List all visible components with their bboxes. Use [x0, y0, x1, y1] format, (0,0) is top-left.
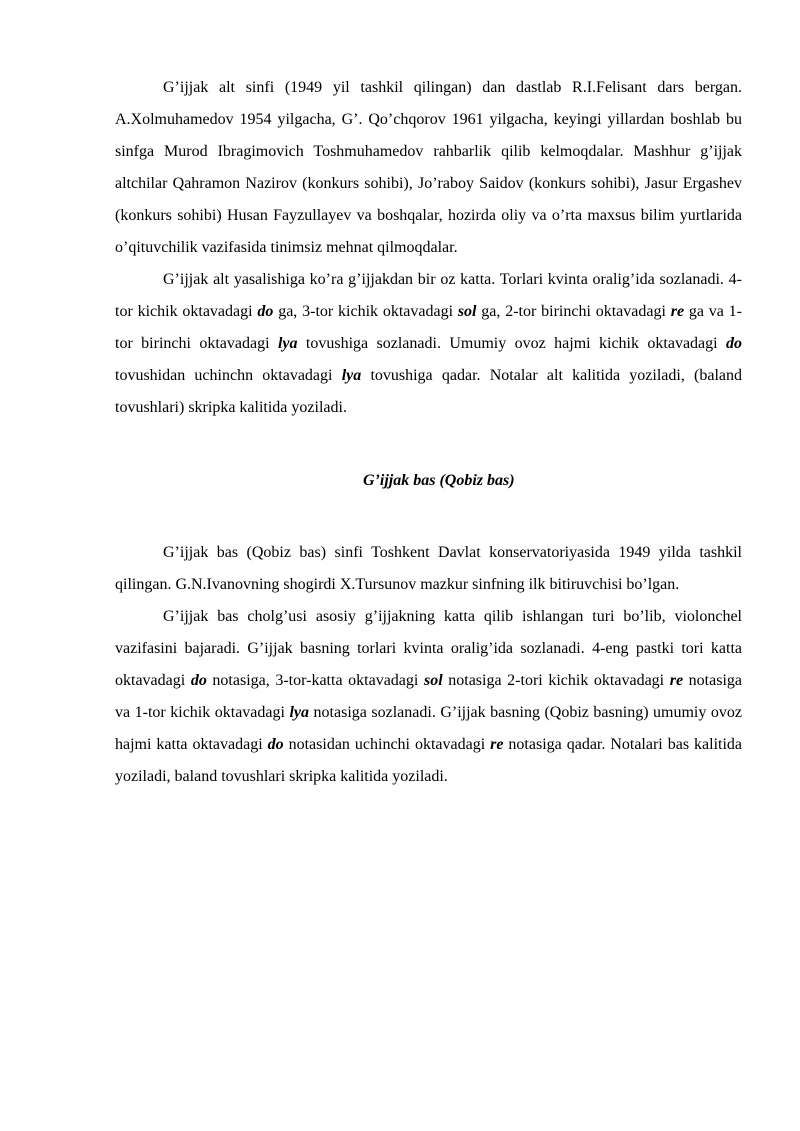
note-name: re [490, 736, 504, 753]
note-name: re [670, 303, 685, 320]
note-name: do [267, 736, 284, 753]
paragraph-alt-class-history: G’ijjak alt sinfi (1949 yil tashkil qilingan) dan dastlab R.I.Felisant dars bergan. A.Xolmuhamedov 1954 yilgacha, G’. Qo’chqorov 1961 yilgacha, keyingi yillardan boshlab bu sinfga Murod Ibragimovich Toshmuhamedov rahbarlik qilib kelmoqdalar. Mashhur g’ijjak altchilar Qahramon Nazirov (konkurs sohibi), Jo’raboy Saidov (konkurs sohibi), Jasur Ergashev (konkurs sohibi) Husan Fayzullayev va boshqalar, hozirda oliy va o’rta maxsus bilim yurtlarida o’qituvchilik vazifasida tinimsiz mehnat qilmoqdalar. [115, 79, 742, 256]
text-run: tovushidan uchinchn oktavadagi [115, 367, 342, 384]
note-name: lya [277, 335, 298, 352]
text-run: ga, 2-tor birinchi oktavadagi [476, 303, 671, 320]
note-name: do [257, 303, 274, 320]
text-run: tovushiga qadar. Notalar alt kalitida yoziladi, (baland tovushlari) skripka kalitida yoziladi. [115, 367, 743, 416]
text-run: notasidan uchinchi oktavadagi [283, 736, 491, 753]
text-run: ga va 1-tor birinchi oktavadagi [115, 303, 743, 352]
note-name: lya [289, 704, 310, 721]
paragraph-alt-tuning [115, 264, 742, 424]
text-run: G’ijjak bas cholg’usi asosiy g’ijjakning katta qilib ishlangan turi bo’lib, violonchel vazifasini bajaradi. G’ijjak basning torlari kvinta oralig’ida sozlanadi. 4-eng pastki tori katta oktavadagi [115, 608, 742, 689]
text-run: notasiga va 1-tor kichik oktavadagi [115, 672, 743, 721]
note-name: lya [341, 367, 362, 384]
paragraph-bas-class-history: G’ijjak bas (Qobiz bas) sinfi Toshkent Davlat konservatoriyasida 1949 yilda tashkil qilingan. G.N.Ivanovning shogirdi X.Tursunov mazkur sinfning ilk bitiruvchisi bo’lgan. [115, 544, 742, 593]
paragraph-bas-tuning [115, 601, 742, 793]
document-page [115, 72, 742, 793]
text-run: notasiga sozlanadi. G’ijjak basning (Qobiz basning) umumiy ovoz hajmi katta oktavadagi [115, 704, 743, 753]
text-run: notasiga, 3-tor-katta oktavadagi [206, 672, 424, 689]
text-run: G’ijjak alt yasalishiga ko’ra g’ijjakdan bir oz katta. Torlari kvinta oralig’ida sozlanadi. 4-tor kichik oktavadagi [115, 271, 742, 320]
section-heading: G’ijjak bas (Qobiz bas) [363, 472, 515, 489]
text-run: ga, 3-tor kichik oktavadagi [273, 303, 458, 320]
text-run: notasiga qadar. Notalari bas kalitida yoziladi, baland tovushlari skripka kalitida yoziladi. [115, 736, 742, 785]
note-name: sol [457, 303, 477, 320]
note-name: sol [423, 672, 443, 689]
text-run: notasiga 2-tori kichik oktavadagi [442, 672, 670, 689]
note-name: do [726, 335, 742, 352]
note-name: re [669, 672, 684, 689]
note-name: do [190, 672, 207, 689]
text-run: tovushiga sozlanadi. Umumiy ovoz hajmi kichik oktavadagi [297, 335, 726, 352]
